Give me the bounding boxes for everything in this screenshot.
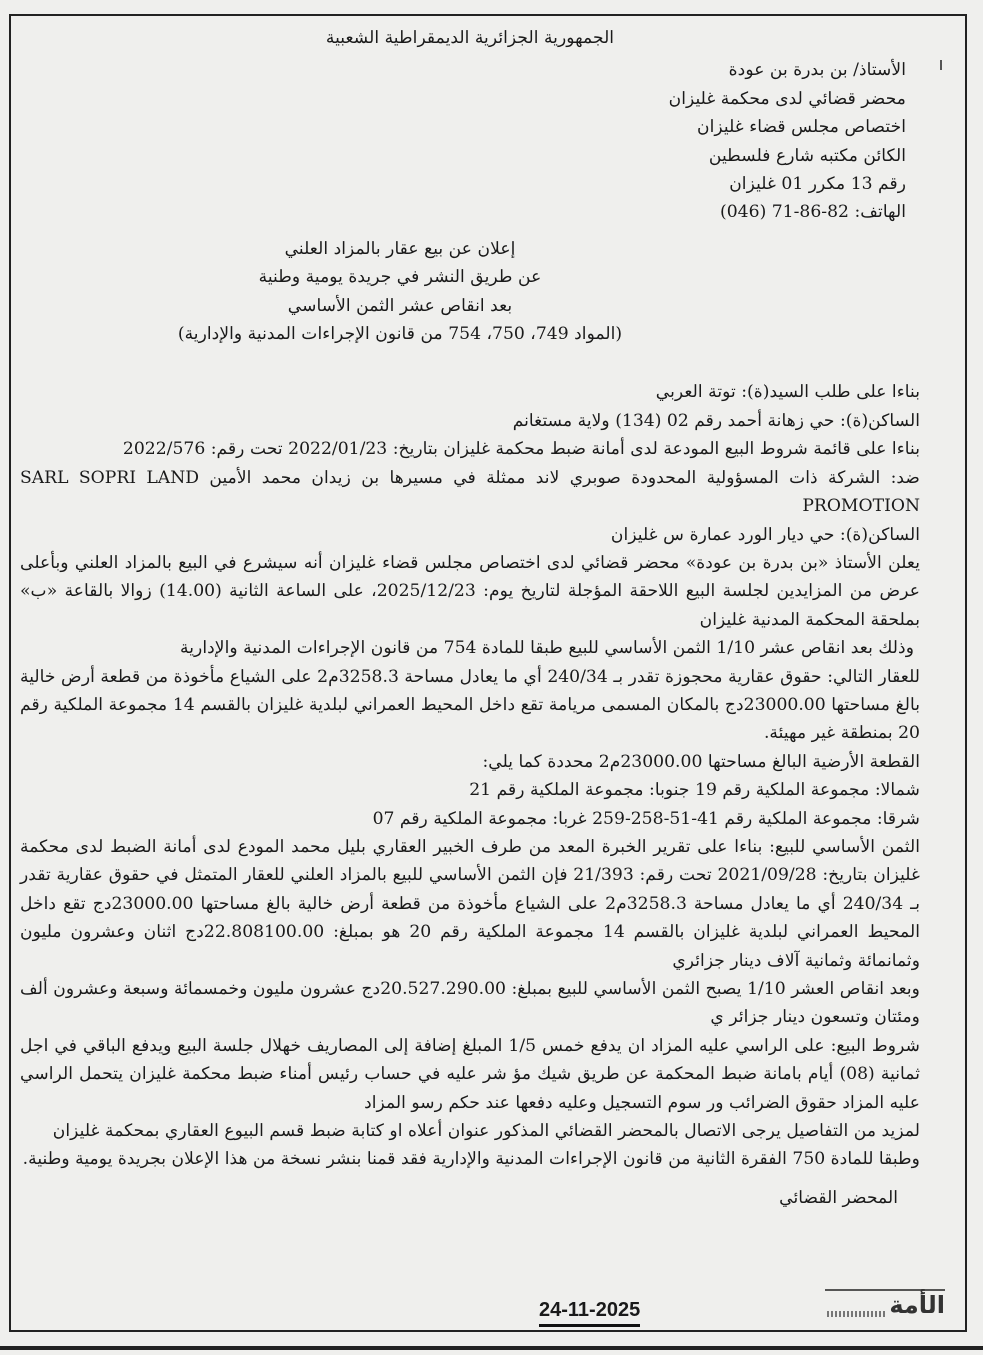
bailiff-title: محضر قضائي لدى محكمة غليزان [668, 88, 906, 109]
bailiff-name: الأستاذ/ بن بدرة بن عودة [728, 60, 906, 81]
notice-body [20, 378, 920, 1173]
republic-heading: الجمهورية الجزائرية الديمقراطية الشعبية [325, 28, 615, 48]
title-line-4: (المواد 749، 750، 754 من قانون الإجراءات المدنية والإدارية) [177, 324, 623, 345]
bailiff-jurisdiction: اختصاص مجلس قضاء غليزان [697, 117, 906, 138]
contact-info: لمزيد من التفاصيل يرجى الاتصال بالمحضر القضائي المذكور عنوان أعلاه او كتابة ضبط قسم البيوع العقاري بمحكمة غليزان [52, 1121, 920, 1142]
publication-note: وطبقا للمادة 750 الفقرة الثانية من قانون الإجراءات المدنية والإدارية فقد قمنا بنشر نسخة من هذا الإعلان بجريدة يومية وطنية. [22, 1149, 920, 1170]
auction-announcement: يعلن الأستاذ «بن بدرة بن عودة» محضر قضائي لدى اختصاص مجلس قضاء غليزان أنه سيشرع في البيع بالمزاد العلني وبأعلى عرض من المزايدين لجلسة البيع اللاحقة المؤجلة لتاريخ يوم: 2025/12/23، على الساعة الثانية (14.00) زوالا بالقاعة «ب» بملحقة المحكمة المدنية غليزان [20, 552, 920, 630]
boundaries-north-south: شمالا: مجموعة الملكية رقم 19 جنوبا: مجموعة الملكية رقم 21 [469, 780, 920, 801]
plot-boundaries-intro: القطعة الأرضية البالغ مساحتها 23000.00م2 محددة كما يلي: [482, 751, 920, 772]
requester-residence: الساكن(ة): حي زهانة أحمد رقم 02 (134) ولاية مستغانم [512, 410, 920, 431]
defendant-residence: الساكن(ة): حي ديار الورد عمارة س غليزان [610, 524, 920, 545]
notice-content [20, 24, 920, 1212]
logo-text: الأمة [889, 1291, 945, 1319]
sale-conditions-filing: بناءا على قائمة شروط البيع المودعة لدى أمانة ضبط محكمة غليزان بتاريخ: 2022/01/23 تحت رقم: 2022/576 [122, 439, 920, 460]
bailiff-phone: الهاتف: 82-86-71 (046) [720, 202, 906, 223]
title-line-1: إعلان عن بيع عقار بالمزاد العلني [284, 238, 516, 259]
title-line-2: عن طريق النشر في جريدة يومية وطنية [258, 267, 542, 288]
reduced-price: وبعد انقاص العشر 1/10 يصبح الثمن الأساسي للبيع بمبلغ: 20.527.290.00دج عشرون مليون وخمسمائة وسبعة وعشرون ألف ومئتان وتسعون دينار جزائر ي [20, 979, 920, 1028]
page-footer [9, 1291, 967, 1331]
property-description: للعقار التالي: حقوق عقارية محجوزة تقدر بـ 240/34 أي ما يعادل مساحة 3258.3م2 على الشياع مأخوذة من قطعة أرض خالية بالغ مساحتها 23000.00دج بالمكان المسمى مريامة تقع داخل المحيط العمراني لبلدية غليزان بالقسم 14 مجموعة الملكية رقم 20 بمنطقة غير مهيئة. [20, 666, 921, 744]
sale-terms: شروط البيع: على الراسي عليه المزاد ان يدفع خمس 1/5 المبلغ إضافة إلى المصاريف خهلال جلسة البيع ويدفع الباقي في اجل ثمانية (08) أيام بامانة ضبط المحكمة عن طريق شيك مؤ شر عليه في حساب رئيس أمناء ضبط محكمة غليزان يتحمل الراسي عليه المزاد حقوق الضرائب ور سوم التسجيل وعليه دفعها عند حكم رسو المزاد [20, 1035, 921, 1113]
price-reduction-note: وذلك بعد انقاص عشر 1/10 الثمن الأساسي للبيع طبقا للمادة 754 من قانون الإجراءات المدنية والإدارية [180, 638, 914, 659]
base-price: الثمن الأساسي للبيع: بناءا على تقرير الخبرة المعد من طرف الخبير العقاري بليل محمد المودع لدى أمانة الضبط لدى محكمة غليزان بتاريخ: 2021/09/28 تحت رقم: 21/393 فإن الثمن الأساسي للبيع بالمزاد العلني للعقار المتمثل في حقوق عقارية تقدر بـ 240/34 أي ما يعادل مساحة 3258.3م2 على الشياع مأخوذة من قطعة أرض خالية بالغ مساحتها 23000.00دج تقع داخل المحيط العمراني لبلدية غليزان بالقسم 14 مجموعة الملكية رقم 20 هو بمبلغ: 22.808100.00دج اثنان وعشرون مليون وثمانمائة وثمانية آلاف دينار جزائري [20, 836, 921, 971]
requester: بناءا على طلب السيد(ة): توتة العربي [655, 382, 920, 403]
notice-title [20, 235, 920, 349]
bailiff-info [20, 56, 906, 226]
boundaries-east-west: شرقا: مجموعة الملكية رقم 41-51-258-259 غربا: مجموعة الملكية رقم 07 [372, 808, 920, 829]
publication-date: 24-11-2025 [539, 1299, 640, 1327]
bailiff-address-number: رقم 13 مكرر 01 غليزان [729, 174, 906, 195]
title-line-3: بعد انقاص عشر الثمن الأساسي [287, 295, 513, 316]
margin-mark [940, 60, 942, 70]
bottom-rule [0, 1346, 983, 1350]
signature: المحضر القضائي [779, 1187, 898, 1208]
newspaper-logo [825, 1289, 945, 1323]
defendant: ضد: الشركة ذات المسؤولية المحدودة صوبري لاند ممثلة في مسيرها بن زيدان محمد الأمين SARL SOPRI LAND PROMOTION [20, 467, 921, 517]
bailiff-address: الكائن مكتبه شارع فلسطين [708, 145, 906, 166]
logo-tagline [827, 1311, 887, 1317]
